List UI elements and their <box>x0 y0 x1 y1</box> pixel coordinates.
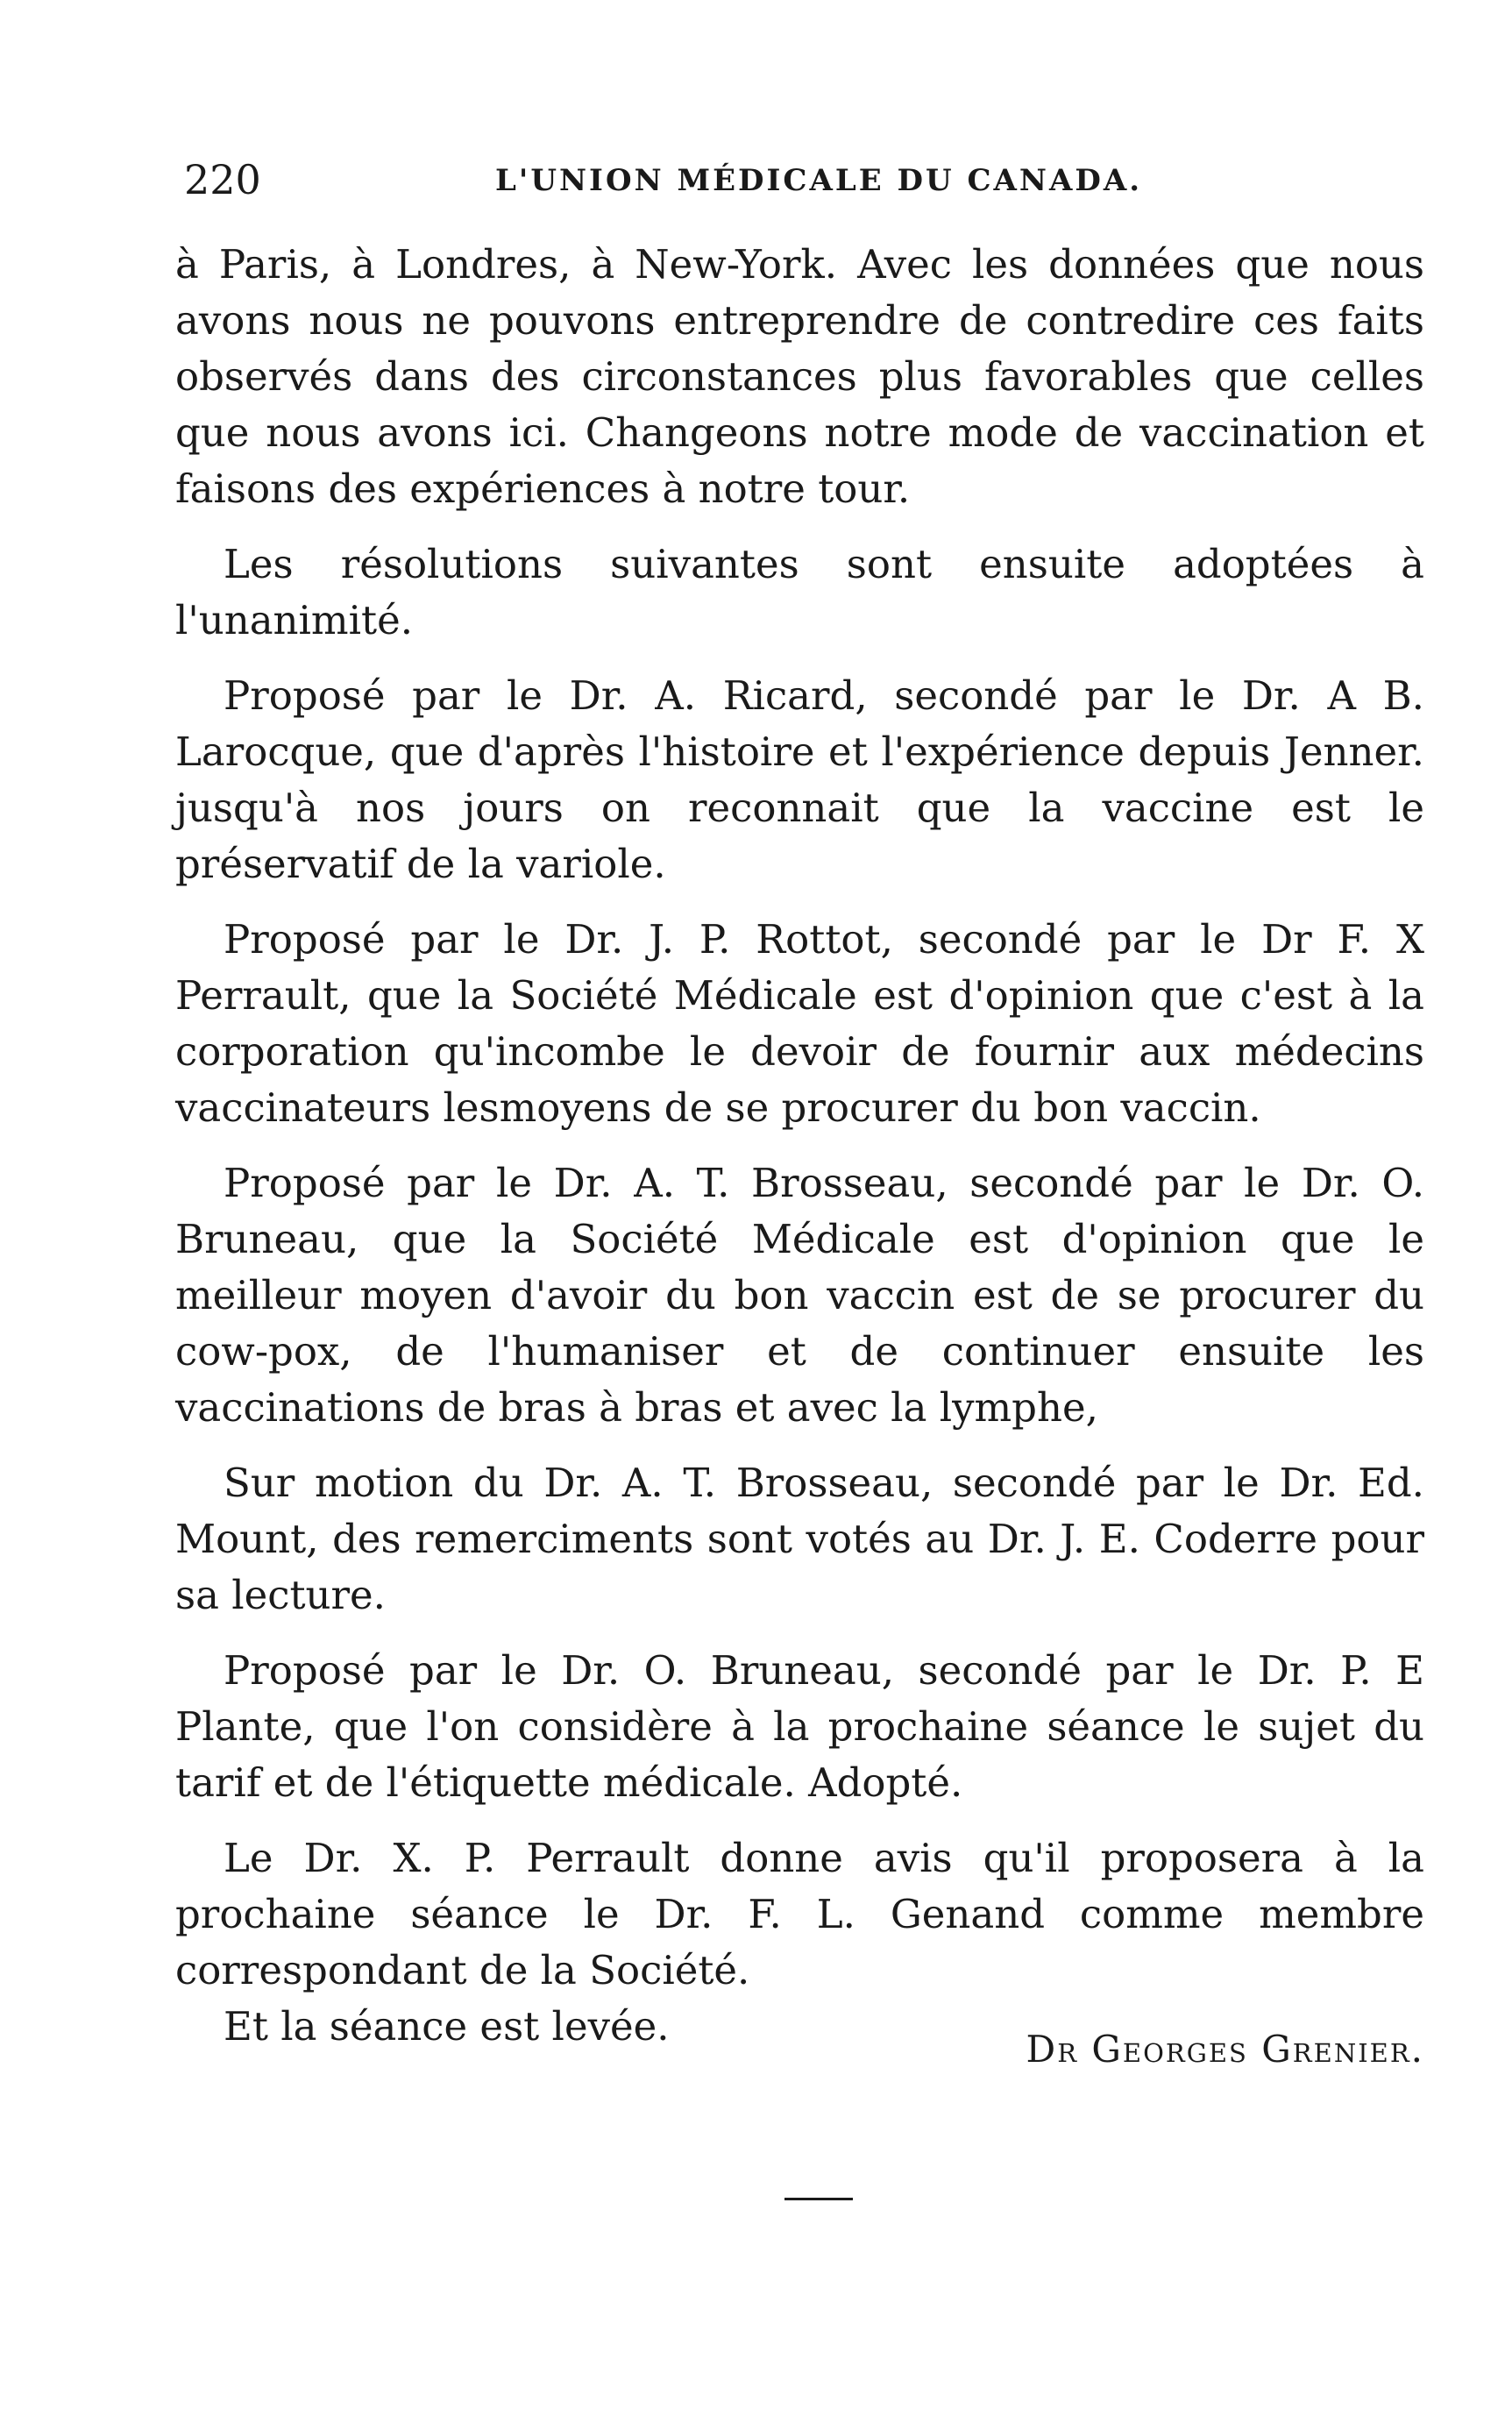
paragraph-resolution-ricard: Proposé par le Dr. A. Ricard, secondé par le Dr. A B. Larocque, que d'après l'histoire et l'expérience depuis Jenner. jusqu'à nos jours on reconnait que la vaccine est le préservatif de la variole. <box>175 672 1424 887</box>
paragraph-resolution-brosseau: Proposé par le Dr. A. T. Brosseau, secondé par le Dr. O. Bruneau, que la Société Médicale est d'opinion que le meilleur moyen d'avoir du bon vaccin est de se procurer du cow-pox, de l'humaniser et de continuer ensuite les vaccinations de bras à bras et avec la lymphe, <box>175 1160 1424 1431</box>
page-number: 220 <box>184 156 261 203</box>
running-head <box>184 153 1420 224</box>
paragraph-resolutions-intro: Les résolutions suivantes sont ensuite adoptées à l'unanimité. <box>175 541 1424 643</box>
paragraph-notice-perrault: Le Dr. X. P. Perrault donne avis qu'il proposera à la prochaine séance le Dr. F. L. Genand comme membre correspondant de la Société. <box>175 1835 1424 1993</box>
signature: Dr Georges Grenier. <box>1026 2028 1424 2071</box>
paragraph-motion-thanks: Sur motion du Dr. A. T. Brosseau, secondé par le Dr. Ed. Mount, des remerciments sont votés au Dr. J. E. Coderre pour sa lecture. <box>175 1460 1424 1618</box>
paragraph-continuation: à Paris, à Londres, à New-York. Avec les données que nous avons nous ne pouvons entreprendre de contredire ces faits observés dans des circonstances plus favorables que celles que nous avons ici. Changeons notre mode de vaccination et faisons des expériences à notre tour. <box>175 241 1424 512</box>
end-rule <box>784 2198 853 2200</box>
body-text <box>175 237 1424 2055</box>
paragraph-closing: Et la séance est levée. <box>224 2003 670 2050</box>
paragraph-resolution-rottot: Proposé par le Dr. J. P. Rottot, secondé par le Dr F. X Perrault, que la Société Médicale est d'opinion que c'est à la corporation qu'incombe le devoir de fournir aux médecins vaccinateurs lesmoyens de se procurer du bon vaccin. <box>175 916 1424 1131</box>
journal-title: L'UNION MÉDICALE DU CANADA. <box>495 163 1143 198</box>
paragraph-resolution-bruneau: Proposé par le Dr. O. Bruneau, secondé par le Dr. P. E Plante, que l'on considère à la prochaine séance le sujet du tarif et de l'étiquette médicale. Adopté. <box>175 1647 1424 1806</box>
